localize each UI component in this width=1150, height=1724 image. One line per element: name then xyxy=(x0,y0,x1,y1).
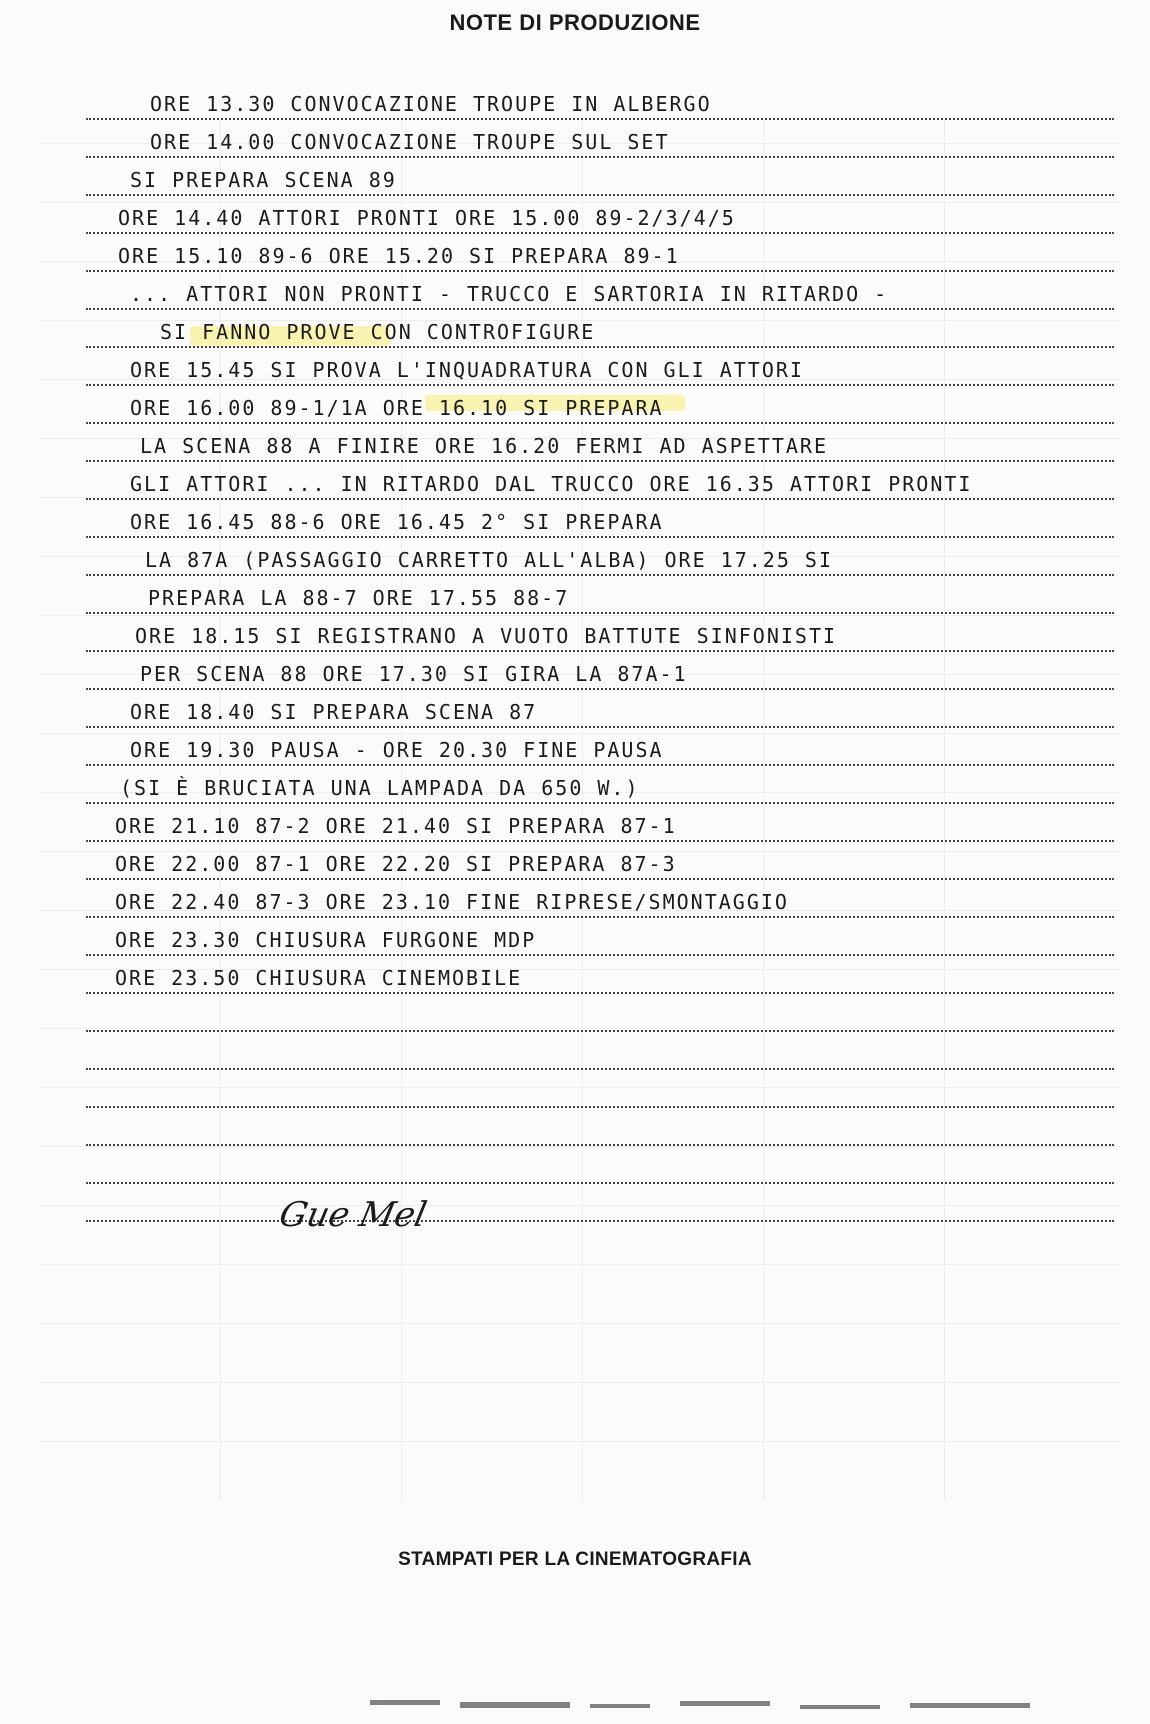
ruled-line xyxy=(86,878,1114,880)
handwritten-line: (SI È BRUCIATA UNA LAMPADA DA 650 W.) xyxy=(120,776,640,800)
ruled-line xyxy=(86,764,1114,766)
handwritten-line: ORE 15.10 89-6 ORE 15.20 SI PREPARA 89-1 xyxy=(118,244,680,268)
ruled-line xyxy=(86,574,1114,576)
ruled-line xyxy=(86,118,1114,120)
handwritten-line: ... ATTORI NON PRONTI - TRUCCO E SARTORIA IN RITARDO - xyxy=(130,282,889,306)
handwritten-line: ORE 23.50 CHIUSURA CINEMOBILE xyxy=(115,966,523,990)
handwritten-line: ORE 14.00 CONVOCAZIONE TROUPE SUL SET xyxy=(150,130,670,154)
handwritten-line: LA SCENA 88 A FINIRE ORE 16.20 FERMI AD ASPETTARE xyxy=(140,434,829,458)
handwritten-line: ORE 18.40 SI PREPARA SCENA 87 xyxy=(130,700,538,724)
handwritten-line: ORE 22.40 87-3 ORE 23.10 FINE RIPRESE/SMONTAGGIO xyxy=(115,890,789,914)
handwritten-signature: Gue Mel xyxy=(275,1195,431,1235)
handwritten-line: LA 87A (PASSAGGIO CARRETTO ALL'ALBA) ORE 17.25 SI xyxy=(145,548,834,572)
handwritten-line: PER SCENA 88 ORE 17.30 SI GIRA LA 87A-1 xyxy=(140,662,688,686)
ruled-line xyxy=(86,156,1114,158)
handwritten-line: ORE 13.30 CONVOCAZIONE TROUPE IN ALBERGO xyxy=(150,92,712,116)
ruled-line xyxy=(86,954,1114,956)
page-header-title: NOTE DI PRODUZIONE xyxy=(449,10,701,35)
handwritten-line: ORE 16.00 89-1/1A ORE 16.10 SI PREPARA xyxy=(130,396,664,420)
ruled-line xyxy=(86,726,1114,728)
page-footer-text: STAMPATI PER LA CINEMATOGRAFIA xyxy=(398,1549,752,1570)
ruled-line xyxy=(86,840,1114,842)
handwritten-line: GLI ATTORI ... IN RITARDO DAL TRUCCO ORE 16.35 ATTORI PRONTI xyxy=(130,472,973,496)
ruled-line xyxy=(86,536,1114,538)
handwritten-line: ORE 22.00 87-1 ORE 22.20 SI PREPARA 87-3 xyxy=(115,852,677,876)
ruled-line xyxy=(86,1182,1114,1184)
ruled-line xyxy=(86,346,1114,348)
ruled-line xyxy=(86,650,1114,652)
ruled-line xyxy=(86,1144,1114,1146)
ruled-line xyxy=(86,194,1114,196)
handwritten-line: ORE 19.30 PAUSA - ORE 20.30 FINE PAUSA xyxy=(130,738,664,762)
handwritten-line: SI FANNO PROVE CON CONTROFIGURE xyxy=(160,320,596,344)
ruled-line xyxy=(86,1106,1114,1108)
handwritten-line: ORE 18.15 SI REGISTRANO A VUOTO BATTUTE SINFONISTI xyxy=(135,624,838,648)
ruled-line xyxy=(86,1068,1114,1070)
handwritten-line: PREPARA LA 88-7 ORE 17.55 88-7 xyxy=(148,586,570,610)
ruled-line xyxy=(86,688,1114,690)
ruled-line xyxy=(86,384,1114,386)
ruled-line xyxy=(86,1030,1114,1032)
scan-noise xyxy=(330,1690,1110,1724)
handwritten-line: ORE 15.45 SI PROVA L'INQUADRATURA CON GLI ATTORI xyxy=(130,358,804,382)
ruled-line xyxy=(86,498,1114,500)
ruled-line xyxy=(86,422,1114,424)
handwritten-line: SI PREPARA SCENA 89 xyxy=(130,168,397,192)
handwritten-line: ORE 23.30 CHIUSURA FURGONE MDP xyxy=(115,928,537,952)
handwritten-line: ORE 14.40 ATTORI PRONTI ORE 15.00 89-2/3/4/5 xyxy=(118,206,736,230)
ruled-line xyxy=(86,992,1114,994)
ruled-line xyxy=(86,232,1114,234)
ruled-line xyxy=(86,1220,1114,1222)
handwritten-line: ORE 16.45 88-6 ORE 16.45 2° SI PREPARA xyxy=(130,510,664,534)
ruled-line xyxy=(86,612,1114,614)
ruled-line xyxy=(86,802,1114,804)
ruled-line xyxy=(86,270,1114,272)
ruled-line xyxy=(86,460,1114,462)
ruled-line xyxy=(86,916,1114,918)
handwritten-line: ORE 21.10 87-2 ORE 21.40 SI PREPARA 87-1 xyxy=(115,814,677,838)
ruled-line xyxy=(86,308,1114,310)
